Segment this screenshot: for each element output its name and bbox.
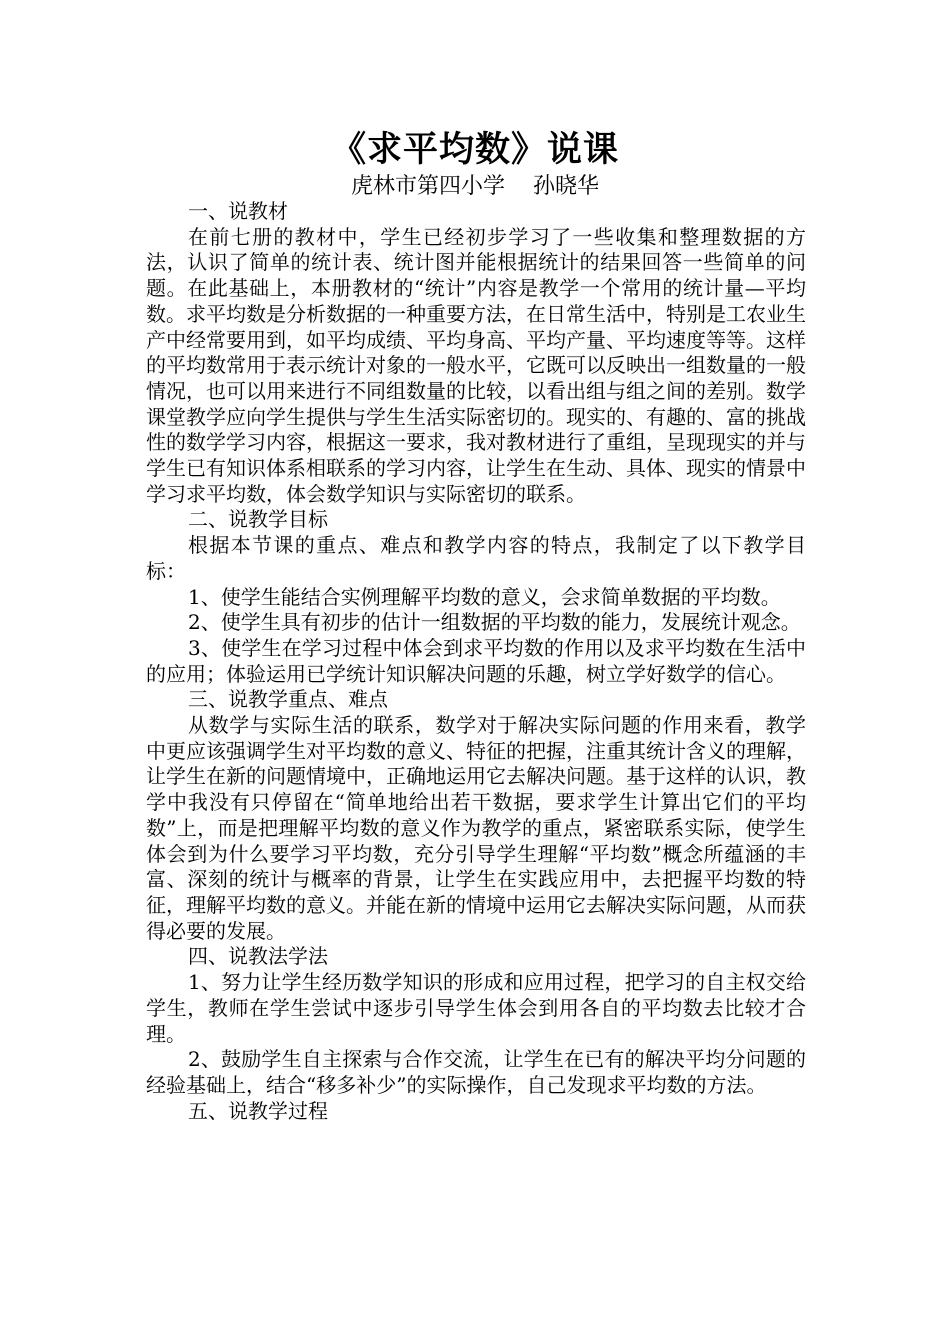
paragraph-textbook: 在前七册的教材中，学生已经初步学习了一些收集和整理数据的方法，认识了简单的统计表、统计图并能根据统计的结果回答一些简单的问题。在此基础上，本册教材的“统计”内容是教学一个常用的统计量—平均数。求平均数是分析数据的一种重要方法，在日常生活中，特别是工农业生产中经常要用到，如平均成绩、平均身高、平均产量、平均速度等等。这样的平均数常用于表示统计对象的一般水平，它既可以反映出一组数量的一般情况，也可以用来进行不同组数量的比较，以看出组与组之间的差别。数学课堂教学应向学生提供与学生生活实际密切的。现实的、有趣的、富的挑战性的数学学习内容，根据这一要求，我对教材进行了重组，呈现现实的并与学生已有知识体系相联系的学习内容，让学生在生动、具体、现实的情景中学习求平均数，体会数学知识与实际密切的联系。 xyxy=(146,224,806,506)
paragraph-key-points: 从数学与实际生活的联系，数学对于解决实际问题的作用来看，教学中更应该强调学生对平均数的意义、特征的把握，注重其统计含义的理解，让学生在新的问题情境中，正确地运用它去解决问题。基于这样的认识，教学中我没有只停留在“简单地给出若干数据，要求学生计算出它们的平均数”上，而是把理解平均数的意义作为教学的重点，紧密联系实际，使学生体会到为什么要学习平均数，充分引导学生理解“平均数”概念所蕴涵的丰富、深刻的统计与概率的背景，让学生在实践应用中，去把握平均数的特征，理解平均数的意义。并能在新的情境中运用它去解决实际问题，从而获得必要的发展。 xyxy=(146,713,806,943)
section-heading-key-points: 三、说教学重点、难点 xyxy=(188,687,388,712)
objective-item-1: 1、使学生能结合实例理解平均数的意义，会求简单数据的平均数。 xyxy=(188,584,781,609)
author-line: 虎林市第四小学 孙晓华 xyxy=(351,174,599,199)
method-item-1: 1、努力让学生经历数学知识的形成和应用过程，把学习的自主权交给学生，教师在学生尝试中逐步引导学生体会到用各自的平均数去比较才合理。 xyxy=(146,970,806,1046)
document-title: 《求平均数》说课 xyxy=(330,130,619,170)
section-heading-textbook: 一、说教材 xyxy=(188,199,288,223)
objective-item-2: 2、使学生具有初步的估计一组数据的平均数的能力，发展统计观念。 xyxy=(188,610,801,635)
objective-item-3: 3、使学生在学习过程中体会到求平均数的作用以及求平均数在生活中的应用；体验运用已学统计知识解决问题的乐趣，树立学好数学的信心。 xyxy=(146,635,806,686)
section-heading-objectives: 二、说教学目标 xyxy=(188,507,328,532)
document-body xyxy=(146,199,806,1124)
section-heading-process: 五、说教学过程 xyxy=(188,1098,328,1123)
section-heading-methods: 四、说教法学法 xyxy=(188,944,328,969)
paragraph-objectives-intro: 根据本节课的重点、难点和教学内容的特点，我制定了以下教学目标： xyxy=(146,533,806,583)
method-item-2: 2、鼓励学生自主探索与合作交流，让学生在已有的解决平均分问题的经验基础上，结合“移多补少”的实际操作，自己发现求平均数的方法。 xyxy=(146,1047,806,1097)
